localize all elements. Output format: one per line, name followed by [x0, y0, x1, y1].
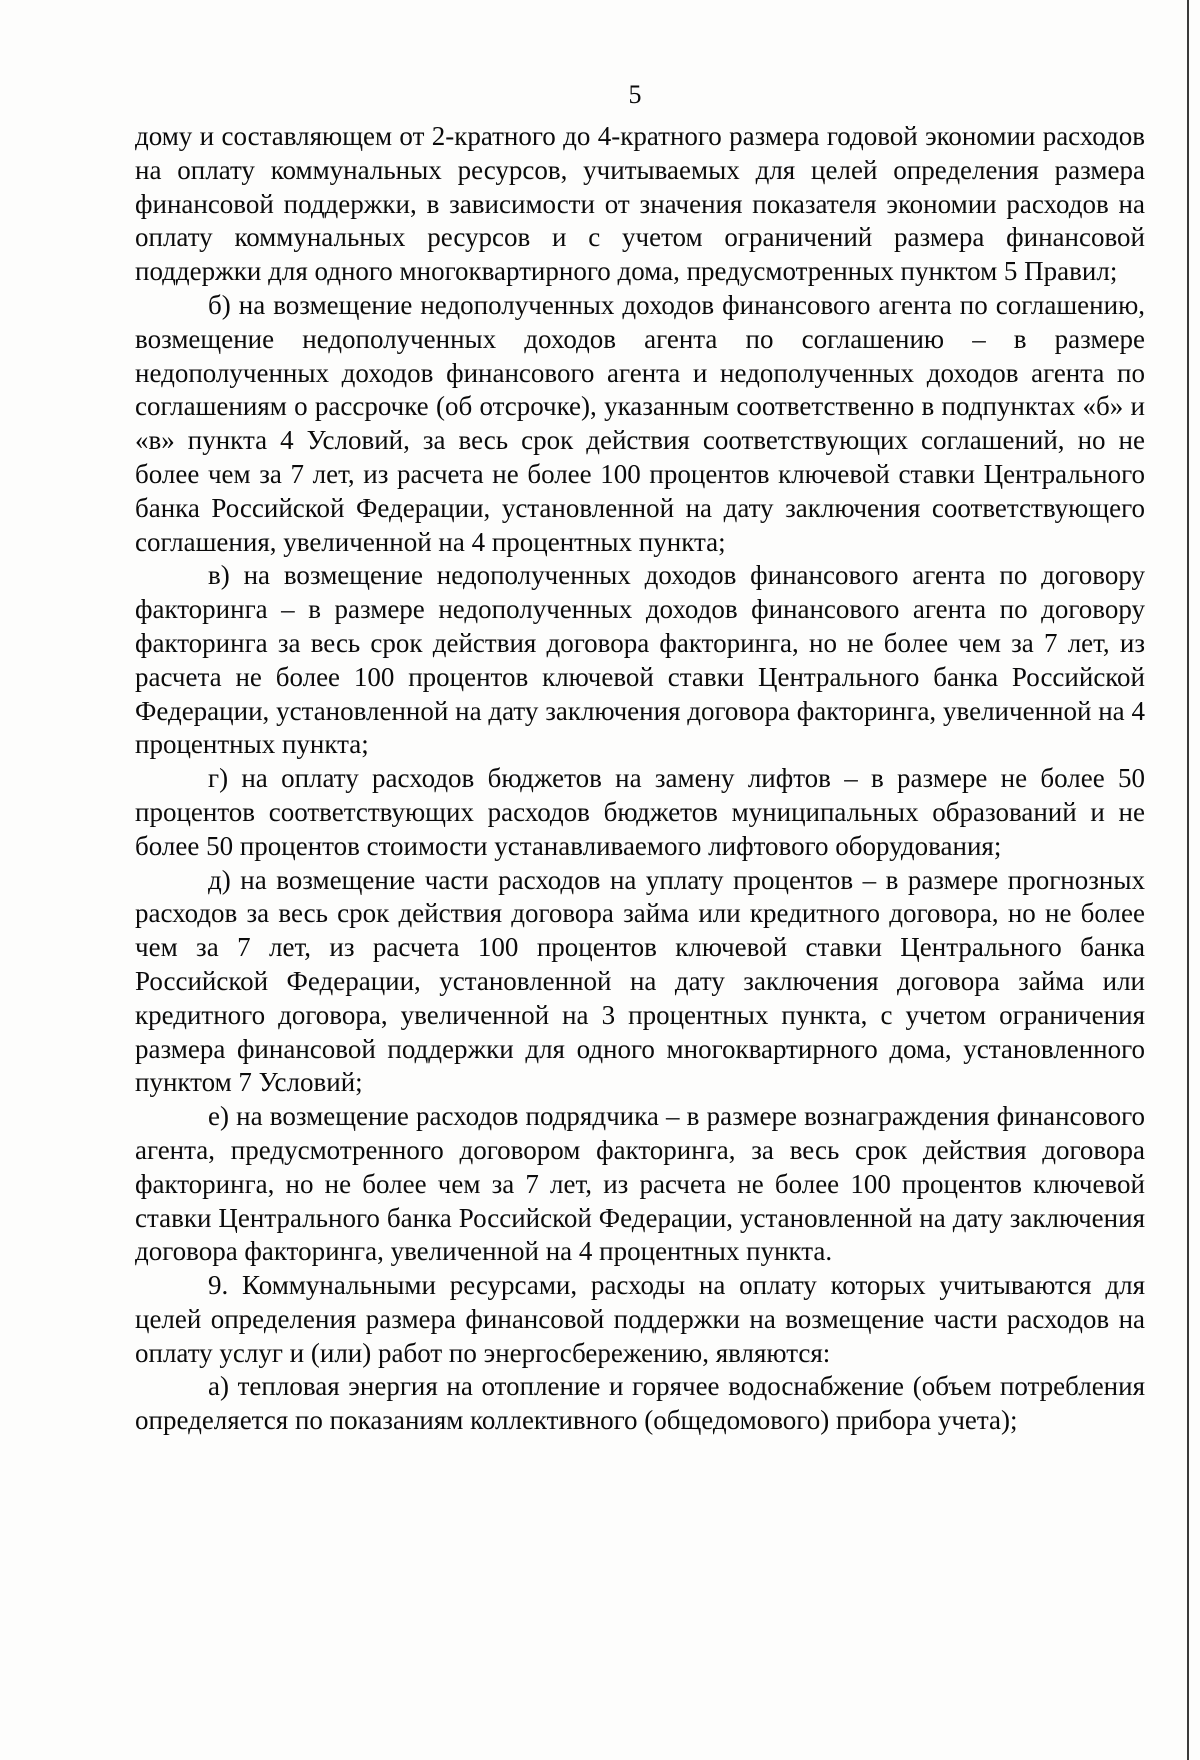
paragraph-item-v: в) на возмещение недополученных доходов финансового агента по договору факторинга – в размере недополученных доходов финансового агента по договору факторинга за весь срок действия договора факторинга, но не более чем за 7 лет, из расчета не более 100 процентов ключевой ставки Центрального банка Российской Федерации, установленной на дату заключения договора факторинга, увеличенной на 4 процентных пункта; [135, 560, 1145, 760]
scan-edge-line [1187, 0, 1189, 1760]
paragraph-section-9-item-a: а) тепловая энергия на отопление и горячее водоснабжение (объем потребления определяется по показаниям коллективного (общедомового) прибора учета); [135, 1371, 1145, 1436]
page-number: 5 [628, 80, 642, 109]
paragraph-item-e: е) на возмещение расходов подрядчика – в размере вознаграждения финансового агента, предусмотренного договором факторинга, за весь срок действия договора факторинга, но не более чем за 7 лет, из расчета не более 100 процентов ключевой ставки Центрального банка Российской Федерации, установленной на дату заключения договора факторинга, увеличенной на 4 процентных пункта. [135, 1101, 1145, 1267]
paragraph-continuation: дому и составляющем от 2-кратного до 4-кратного размера годовой экономии расходов на оплату коммунальных ресурсов, учитываемых для целей определения размера финансовой поддержки, в зависимости от значения показателя экономии расходов на оплату коммунальных ресурсов и с учетом ограничений размера финансовой поддержки для одного многоквартирного дома, предусмотренных пунктом 5 Правил; [135, 121, 1145, 287]
paragraph-item-d: д) на возмещение части расходов на уплату процентов – в размере прогнозных расходов за весь срок действия договора займа или кредитного договора, но не более чем за 7 лет, из расчета 100 процентов ключевой ставки Центрального банка Российской Федерации, установленной на дату заключения договора займа или кредитного договора, увеличенной на 3 процентных пункта, с учетом ограничения размера финансовой поддержки для одного многоквартирного дома, установленного пунктом 7 Условий; [135, 864, 1145, 1098]
paragraph-item-b: б) на возмещение недополученных доходов финансового агента по соглашению, возмещение недополученных доходов агента по соглашению – в размере недополученных доходов финансового агента и недополученных доходов агента по соглашениям о рассрочке (об отсрочке), указанным соответственно в подпунктах «б» и «в» пункта 4 Условий, за весь срок действия соответствующих соглашений, но не более чем за 7 лет, из расчета не более 100 процентов ключевой ставки Центрального банка Российской Федерации, установленной на дату заключения соответствующего соглашения, увеличенной на 4 процентных пункта; [135, 289, 1145, 557]
paragraph-section-9: 9. Коммунальными ресурсами, расходы на оплату которых учитываются для целей определения размера финансовой поддержки на возмещение части расходов на оплату услуг и (или) работ по энергосбережению, являются: [135, 1270, 1145, 1368]
paragraph-item-g: г) на оплату расходов бюджетов на замену лифтов – в размере не более 50 процентов соответствующих расходов бюджетов муниципальных образований и не более 50 процентов стоимости устанавливаемого лифтового оборудования; [135, 763, 1145, 861]
document-body [135, 120, 1145, 1438]
